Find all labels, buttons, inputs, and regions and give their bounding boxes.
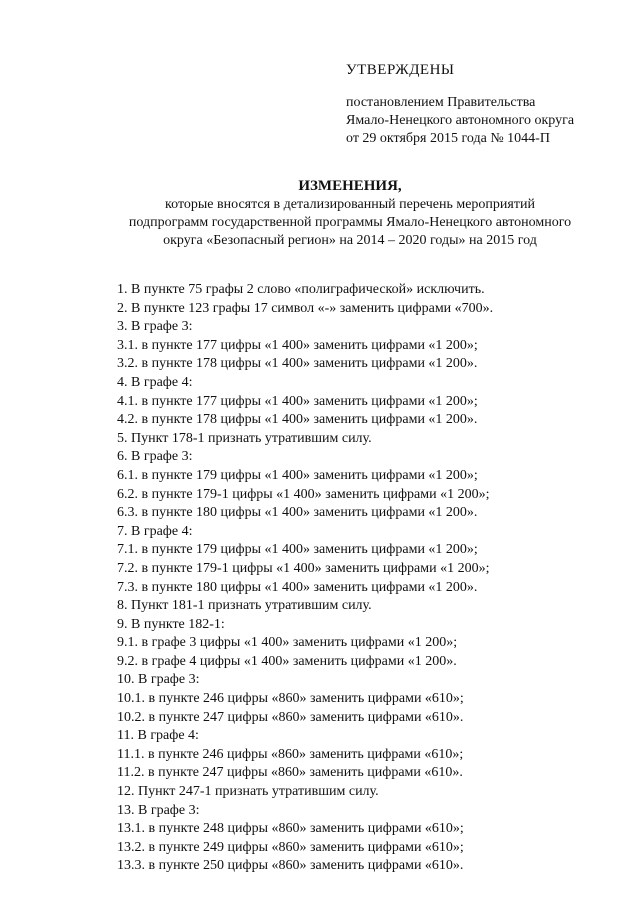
list-item: 13.3. в пункте 250 цифры «860» заменить цифрами «610». — [117, 858, 464, 874]
list-item: 1. В пункте 75 графы 2 слово «полиграфической» исключить. — [117, 282, 485, 297]
list-item: 6.3. в пункте 180 цифры «1 400» заменить цифрами «1 200». — [117, 505, 478, 521]
list-item: 5. Пункт 178-1 признать утратившим силу. — [117, 430, 372, 446]
list-item: 13. В графе 3: — [117, 802, 200, 818]
approval-title: УТВЕРЖДЕНЫ — [346, 62, 455, 78]
list-item: 11.2. в пункте 247 цифры «860» заменить цифрами «610». — [117, 765, 463, 781]
list-item: 4.1. в пункте 177 цифры «1 400» заменить цифрами «1 200»; — [117, 393, 478, 409]
list-item: 6.1. в пункте 179 цифры «1 400» заменить цифрами «1 200»; — [117, 467, 478, 483]
list-item: 12. Пункт 247-1 признать утратившим силу. — [117, 784, 379, 800]
list-item: 9. В пункте 182-1: — [117, 616, 225, 632]
list-item: 7. В графе 4: — [117, 523, 193, 539]
approval-block — [346, 60, 636, 148]
list-item: 2. В пункте 123 графы 17 символ «-» заменить цифрами «700». — [117, 300, 494, 316]
list-item: 7.1. в пункте 179 цифры «1 400» заменить цифрами «1 200»; — [117, 542, 478, 558]
amendments-list — [117, 281, 627, 876]
heading-line: округа «Безопасный регион» на 2014 – 2020 годы» на 2015 год — [163, 233, 537, 248]
list-item: 9.1. в графе 3 цифры «1 400» заменить цифрами «1 200»; — [117, 635, 458, 651]
list-item: 7.2. в пункте 179-1 цифры «1 400» заменить цифрами «1 200»; — [117, 560, 490, 576]
list-item: 9.2. в графе 4 цифры «1 400» заменить цифрами «1 200». — [117, 653, 457, 669]
list-item: 13.2. в пункте 249 цифры «860» заменить цифрами «610»; — [117, 839, 464, 855]
list-item: 13.1. в пункте 248 цифры «860» заменить цифрами «610»; — [117, 821, 464, 837]
document-title: ИЗМЕНЕНИЯ, — [298, 178, 402, 194]
list-item: 8. Пункт 181-1 признать утратившим силу. — [117, 598, 372, 614]
list-item: 4.2. в пункте 178 цифры «1 400» заменить цифрами «1 200». — [117, 412, 478, 428]
approval-line-government: Ямало-Ненецкого автономного округа — [346, 113, 575, 128]
list-item: 7.3. в пункте 180 цифры «1 400» заменить цифрами «1 200». — [117, 579, 478, 595]
list-item: 3.2. в пункте 178 цифры «1 400» заменить цифрами «1 200». — [117, 356, 478, 372]
list-item: 10.2. в пункте 247 цифры «860» заменить цифрами «610». — [117, 709, 464, 725]
heading-line: которые вносятся в детализированный перечень мероприятий — [165, 197, 535, 212]
list-item: 3. В графе 3: — [117, 319, 193, 335]
list-item: 11.1. в пункте 246 цифры «860» заменить цифрами «610»; — [117, 746, 464, 762]
list-item: 3.1. в пункте 177 цифры «1 400» заменить цифрами «1 200»; — [117, 337, 478, 353]
approval-line-resolution: постановлением Правительства — [346, 95, 536, 110]
heading-line: подпрограмм государственной программы Ямало-Ненецкого автономного — [128, 215, 572, 230]
list-item: 4. В графе 4: — [117, 374, 193, 390]
list-item: 10. В графе 3: — [117, 672, 200, 688]
list-item: 6. В графе 3: — [117, 449, 193, 465]
list-item: 11. В графе 4: — [117, 728, 199, 744]
list-item: 6.2. в пункте 179-1 цифры «1 400» заменить цифрами «1 200»; — [117, 486, 490, 502]
approval-line-date: от 29 октября 2015 года № 1044-П — [346, 131, 550, 146]
document-heading — [0, 176, 640, 250]
list-item: 10.1. в пункте 246 цифры «860» заменить цифрами «610»; — [117, 691, 464, 707]
